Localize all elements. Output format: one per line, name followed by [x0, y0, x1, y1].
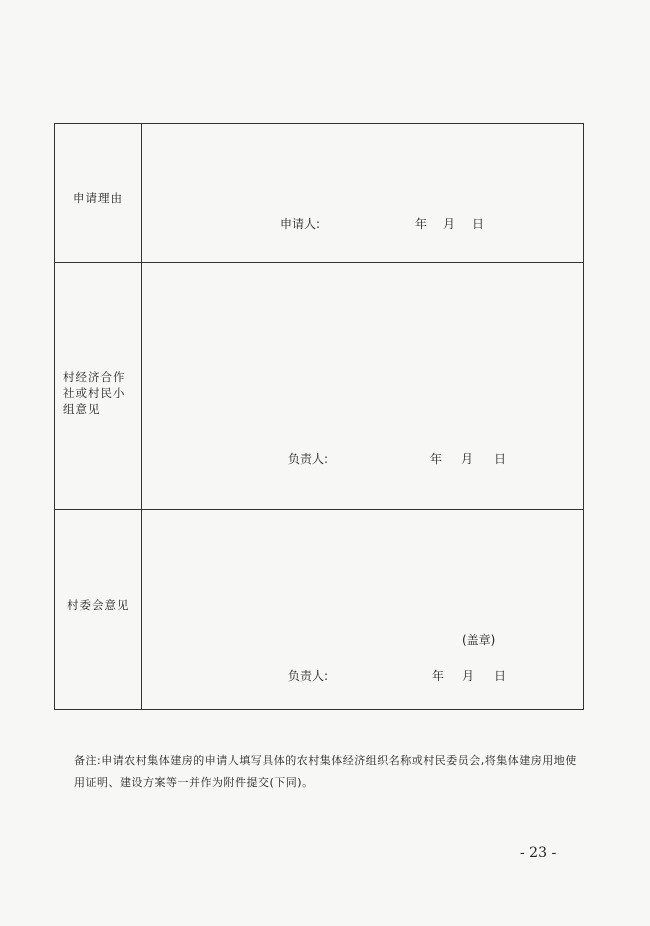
- row-label: 村委会意见: [67, 598, 130, 612]
- day-label: 日: [494, 669, 507, 683]
- month-label: 月: [461, 452, 474, 466]
- row-label: 申请理由: [73, 191, 123, 205]
- month-label: 月: [443, 217, 456, 231]
- year-label: 年: [415, 217, 428, 231]
- footnote-remark: 备注:申请农村集体建房的申请人填写具体的农村集体经济组织名称或村民委员会,将集体建房用地使用证明、建设方案等一并作为附件提交(下同)。: [74, 754, 577, 789]
- signer-label: 负责人:: [288, 669, 329, 683]
- row-label-cell: [55, 263, 142, 509]
- form-row-cooperative-opinion: [55, 263, 583, 510]
- row-label-cell: [55, 510, 142, 710]
- day-label: 日: [494, 452, 507, 466]
- form-row-application-reason: [55, 124, 583, 263]
- application-reason-field[interactable]: [142, 124, 583, 262]
- application-form-table: [54, 123, 584, 710]
- village-committee-opinion-field[interactable]: [142, 510, 583, 710]
- cooperative-opinion-field[interactable]: [142, 263, 583, 509]
- year-label: 年: [432, 669, 445, 683]
- form-row-village-committee-opinion: [55, 510, 583, 710]
- signer-label: 负责人:: [288, 452, 329, 466]
- row-label-cell: [55, 124, 142, 262]
- year-label: 年: [430, 452, 443, 466]
- day-label: 日: [472, 217, 485, 231]
- signer-label: 申请人:: [280, 217, 321, 231]
- row-label: 村经济合作社或村民小组意见: [63, 370, 126, 416]
- stamp-label: (盖章): [462, 633, 496, 647]
- month-label: 月: [462, 669, 475, 683]
- page-number: - 23 -: [520, 845, 557, 861]
